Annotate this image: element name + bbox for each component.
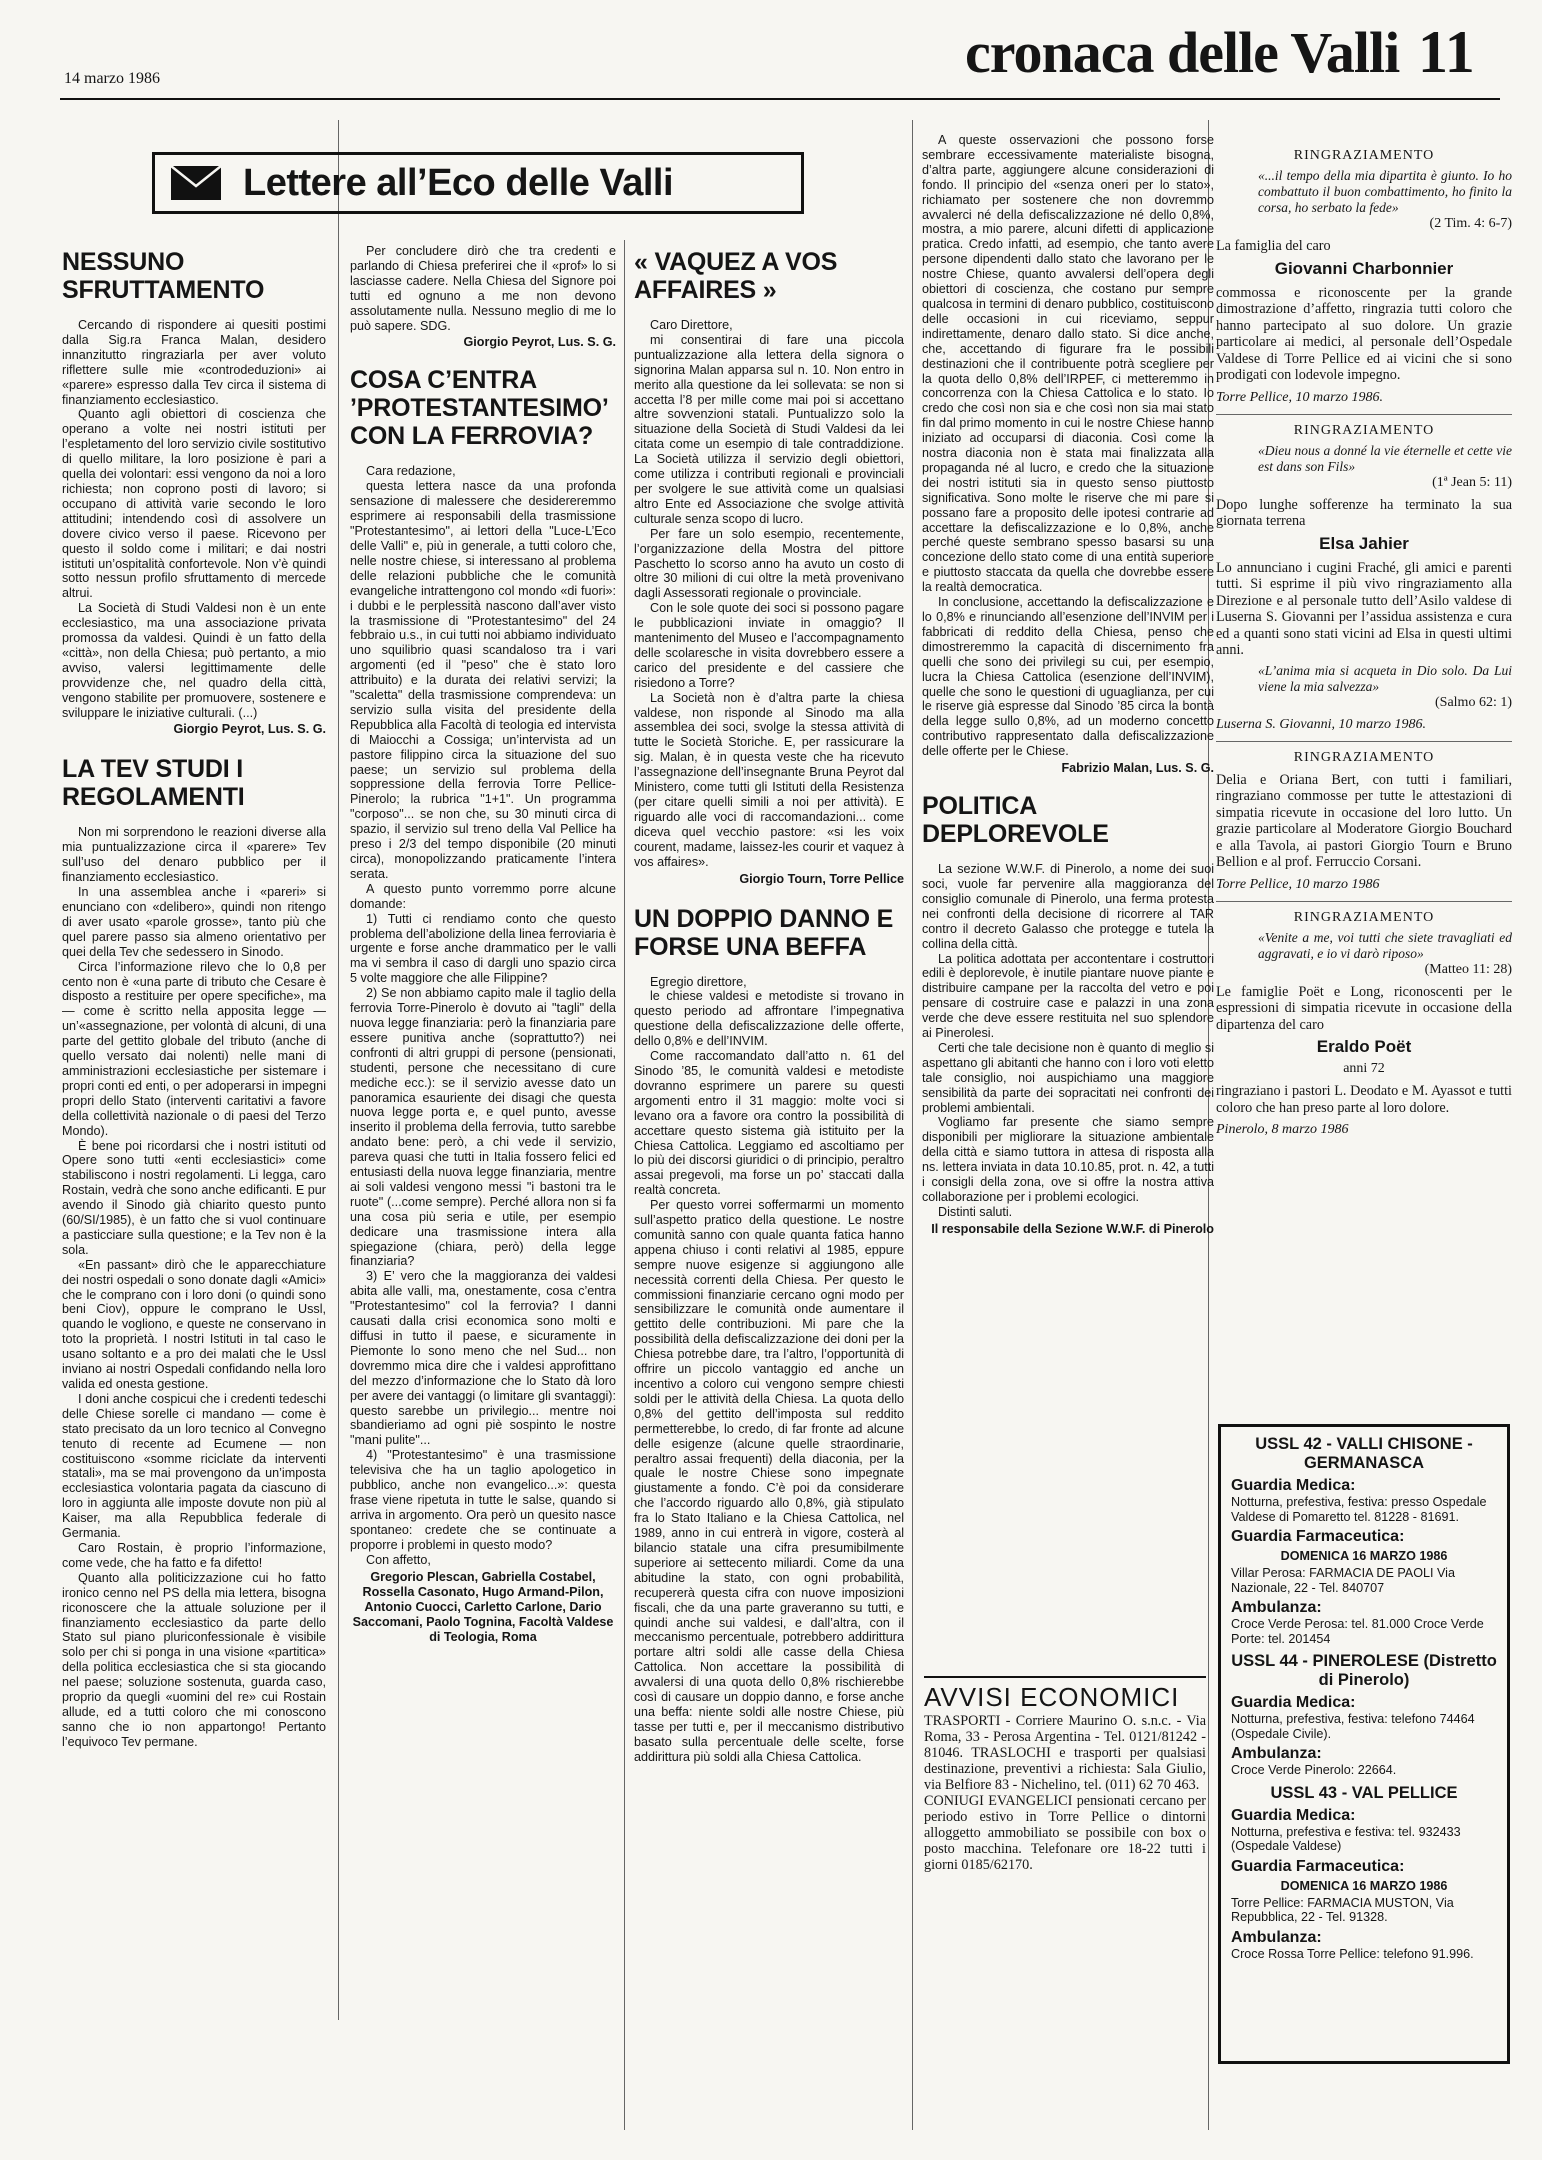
- article-paragraph: Certi che tale decisione non è quanto di meglio si aspettano gli abitanti che hanno con i loro voti eletto tale consiglio, noi auspichiamo una maggiore sensibilità da parte dei sopracitati nei confronti dei problemi ambientali.: [922, 1040, 1214, 1115]
- ambulanza-text: Croce Verde Pinerolo: 22664.: [1231, 1763, 1397, 1777]
- article-paragraph: In una assemblea anche i «pareri» si enunciano con «delibero», quindi non ritengo di aver usato «parole grosse», tanto più che quel parere passo sia almeno orientativo per quei della Tev che sedessero in Sinodo.: [62, 885, 326, 959]
- article-paragraph: Cercando di rispondere ai quesiti postimi dalla Sig.ra Franca Malan, desidero innanzitutto ringraziarla per aver voluto riflettere sulle mie «controdeduzioni» ai «parere» espresso dalla Tev circa il sistema di finanziamento ecclesiastico.: [62, 318, 326, 407]
- issue-date: 14 marzo 1986: [64, 70, 160, 87]
- obituary-verse: «L’anima mia si acqueta in Dio solo. Da Lui viene la mia salvezza»: [1258, 662, 1512, 694]
- obituary-age: anni 72: [1343, 1061, 1385, 1076]
- guardia-medica-label: Guardia Medica:: [1231, 1477, 1356, 1494]
- article-headline: NESSUNO SFRUTTAMENTO: [62, 248, 265, 304]
- article-tev-regolamenti: [62, 755, 326, 1749]
- ambulanza-text: Croce Rossa Torre Pellice: telefono 91.996.: [1231, 1946, 1474, 1961]
- masthead-rule: [60, 98, 1500, 100]
- article-paragraph: Quanto agli obiettori di coscienza che operano a volte nei nostri istituti per l’espletamento del loro servizio civile sostitutivo di quello militare, la loro posizione è pari a quella dei volontari: essi vengono da noi a loro richiesta; non coprono posti di lavoro; si occupano di attività varie secondo le loro attitudini; intendendo così di assolvere un dovere civico verso il paese. Ricevono per questo il soldo come i militari; e dai nostri istituti un’ospitalità confortevole. Non v’è quindi sotto nessun profilo sfruttamento di mercede altrui.: [62, 407, 326, 601]
- column-1: [62, 244, 326, 2124]
- article-paragraph: I doni anche cospicui che i credenti tedeschi delle Chiese sorelle ci mandano — come è stato precisato da un loro tecnico al Convegno tenuto di recente ad Ecumene — non costituiscono «somme riciclate da interventi statali», ma se mai provengono da un’imposta ecclesiastica volontaria pagata da ciascuno di loro in aggiunta alle imposte dovute non più al Kaiser, ma alla Repubblica federale di Germania.: [62, 1391, 326, 1541]
- ussl-43-title: USSL 43 - VAL PELLICE: [1270, 1783, 1458, 1802]
- article-paragraph: A queste osservazioni che possono forse sembrare eccessivamente materialiste bisogna, d’altra parte, aggiungere alcune considerazioni di fondo. Il principio del «senza oneri per lo stato», richiamato per sostenere che non dovremmo avvalerci né della defiscalizzazione né dello 0,8%, mostra, a mio parere, alcuni difetti di applicazione pratica. Credo infatti, ad esempio, che tanto avere persone dipendenti dallo stato che lavorano per le nostre Chiese, quanto avvalersi dell’opera degli obiettori di coscienza, che costano pur sempre qualcosa in termini di denaro pubblico, costituiscono delle occasioni in cui riceviamo, seppur indirettamente, denaro dallo stato. Si dice anche, che, accettando di figurare fra le possibili destinazioni che il contribuente potrà scegliere per la quota dello 0,8% dell’IRPEF, ci metteremmo in concorrenza con la Chiesa Cattolica e lo stato. Io credo che così non sia e che così non sia mai stato fin dal primo momento in cui le nostre Chiese hanno iniziato ad occuparsi di diaconia. Così come la nostra diaconia non è stata mai finalizzata alla propaganda né al lucro, e credo che la situazione dei nostri istituti sia in questo senso piuttosto significativa. Sono molte le riserve che mi pare si possano fare a proposito delle ipotesi contrarie ad accettare la defiscalizzazione e lo 0,8%, anche perché queste sembrano spesso basarsi su una concezione dello stato come di una entità superiore e piuttosto staccata da quella che dovrebbe essere la realtà democratica.: [922, 133, 1214, 595]
- article-paragraph: le chiese valdesi e metodiste si trovano in questo periodo ad affrontare l’impegnativa questione della defiscalizzazione delle offerte, dello 0,8% e dell’INVIM.: [634, 989, 904, 1049]
- article-paragraph: Caro Direttore,: [650, 318, 733, 332]
- article-signature: Gregorio Plescan, Gabriella Costabel, Rossella Casonato, Hugo Armand-Pilon, Antonio Cuocci, Carletto Carlone, Dario Saccomani, Paolo Tognina, Facoltà Valdese di Teologia, Roma: [352, 1569, 614, 1644]
- banner-title: Lettere all’Eco delle Valli: [243, 161, 674, 204]
- column-divider: [624, 240, 625, 2130]
- guardia-farmaceutica-label: Guardia Farmaceutica:: [1231, 1857, 1405, 1875]
- article-headline: UN DOPPIO DANNO E FORSE UNA BEFFA: [634, 904, 894, 961]
- article-doppio-danno: [634, 905, 904, 1765]
- article-paragraph: La Società non è d’altra parte la chiesa valdese, non risponde al Sinodo ma alla assemblea dei soci, svolge la stessa attività di tutte le Società Storiche. E, per rassicurare la sig. Malan, è in questa veste che ha ricevuto l’assegnazione dell’insegnante Bruna Peyrot dal Ministero, come tutti gli Istituti della Resistenza (per citare quelli simili a noi per attività). E riguardo alle voci di raccomandazioni... come diceva quel vecchio pastore: «si les voix courent, madame, laissez-les courir et vaquez à vos affaires».: [634, 690, 904, 869]
- guardia-farmaceutica-label: Guardia Farmaceutica:: [1231, 1528, 1405, 1545]
- article-paragraph: 3) E’ vero che la maggioranza dei valdesi abita alle valli, ma, onestamente, cosa c’entra "Protestantesimo" col la ferrovia? I danni causati dalla crisi economica sono molti e diffusi in tutto il paese, e sicuramente in Piemonte lo sono meno che nel Sud... non dovremmo mica dire che i valdesi approfittano del mezzo d’informazione che lo Stato dà loro per avere dei vantaggi (o limitare gli svantaggi): questo sarebbe un privilegio... mentre noi sbandieriamo ad ogni piè sospinto le nostre "mani pulite"...: [350, 1269, 616, 1448]
- obituary-heading: RINGRAZIAMENTO: [1293, 749, 1435, 765]
- article-paragraph: La politica adottata per accontentare i costruttori edili è deplorevole, è inutile piantare nuove piante e distribuire campane per la raccolta del vetro e poi pensare di costruire case e palazzi in una zona verde che deve essere restituita nel suo splendore ai Pinerolesi.: [922, 951, 1214, 1041]
- article-headline: COSA C’ENTRA ’PROTESTANTESIMO’ CON LA FERROVIA?: [350, 366, 608, 451]
- article-signature: Giorgio Peyrot, Lus. S. G.: [463, 335, 616, 350]
- health-services-box: [1218, 1424, 1510, 2064]
- article-paragraph: 2) Se non abbiamo capito male il taglio della ferrovia Torre-Pinerolo è dovuto ai "tagli" della nuova legge finanziaria: però la finanziaria pare essere punitiva anche (soprattutto?) nei confronti di altri gruppi di persone (pensionati, studenti, persone che necessitano di cure mediche ecc.): se il servizio avesse dato un panoramica esauriente dei disagi che questa nuova legge porta e, e quel punto, avesse inserito il problema della ferrovia, tutto sarebbe andato bene: però, a chi vede il servizio, pareva quasi che tutti in Italia fossero felici ed entusiasti della nuova legge finanziaria, mentre ai soli valdesi vengono messi "i bastoni tra le ruote" (...come sempre). Perché allora non si fa una cosa più seria e utile, per esempio dedicare una trasmissione intera alla spiegazione (chiara, però) della legge finanziaria?: [350, 986, 616, 1269]
- article-signature: Giorgio Tourn, Torre Pellice: [739, 871, 904, 886]
- classified-ad: TRASPORTI - Corriere Maurino O. s.n.c. - Via Roma, 33 - Perosa Argentina - Tel. 0121/81242 - 81046. TRASLOCHI e trasporti per qualsiasi destinazione, preventivi a richiesta: Sala Giulio, via Belfiore 83 - Nichelino, tel. (011) 62 70 463.: [924, 1713, 1206, 1793]
- article-paragraph: Distinti saluti.: [938, 1204, 1013, 1219]
- obituary-poet: [1216, 906, 1512, 1147]
- article-paragraph: mi consentirai di fare una piccola puntualizzazione alla lettera della signora o signorina Malan apparsa sul n. 10. Non entro in merito alla questione da lei sollevata: se non si accetta l’8 per mille come mai poi si accettano altre sovvenzioni statali. Puntualizzo solo la situazione della Società di Studi Valdesi da lei citata come un esempio di tale contraddizione. La Società utilizza il servizio degli obiettori, come utilizza i contributi regionali e provinciali per svolgere le sue attività come un qualsiasi altro Ente ed Associazione che svolge attività culturale senza scopo di lucro.: [634, 332, 904, 526]
- article-headline: LA TEV STUDI I REGOLAMENTI: [62, 755, 245, 812]
- obituary-place-date: Torre Pellice, 10 marzo 1986: [1216, 876, 1380, 892]
- pharmacy-text: Villar Perosa: FARMACIA DE PAOLI Via Nazionale, 22 - Tel. 840707: [1231, 1566, 1455, 1595]
- obituary-charbonnier: [1216, 144, 1512, 415]
- ambulanza-label: Ambulanza:: [1231, 1745, 1322, 1762]
- ambulanza-label: Ambulanza:: [1231, 1928, 1322, 1946]
- article-paragraph: Egregio direttore,: [650, 974, 747, 989]
- obituary-heading: RINGRAZIAMENTO: [1293, 422, 1435, 438]
- article-paragraph: Per fare un solo esempio, recentemente, l’organizzazione della Mostra del pittore Paschetto lo scorso anno ha avuto un costo di oltre 30 milioni di cui oltre la metà provenivano dagli Assessorati regionale o provinciale.: [634, 526, 904, 601]
- obituary-verse: «Venite a me, voi tutti che siete travagliati ed aggravati, e io vi darò riposo»: [1258, 929, 1512, 961]
- obituary-lead: La famiglia del caro: [1216, 238, 1331, 254]
- article-paragraph: Con le sole quote dei soci si possono pagare le pubblicazioni inviate in omaggio? Il mantenimento del Museo e l’accompagnamento delle scolaresche in visita dovrebbero essere a carico del presidente e del cassiere che risiedono a Torre?: [634, 601, 904, 690]
- article-paragraph: Non mi sorprendono le reazioni diverse alla mia puntualizzazione circa il «parere» Tev sull’uso del denaro pubblico per il finanziamento ecclesiastico.: [62, 825, 326, 885]
- column-divider: [338, 120, 339, 2020]
- obituary-bert: [1216, 746, 1512, 902]
- article-paragraph: Quanto alla politicizzazione cui ho fatto ironico cenno nel PS della mia lettera, bisogna riconoscere che la attuale soluzione per il finanziamento ecclesiastico da parte dello Stato sul piano pluriconfessionale è visibile solo per chi si ponga in una visione «partitica» della politica ecclesiastica che si sta giocando nel paese; soluzione sostenuta, guarda caso, proprio da quegli «uomini del re» cui Rostain allude, ed a tutti coloro che mi conoscono sanno che io non appartongo! Pertanto l’equivoco Tev permane.: [62, 1570, 326, 1749]
- obituary-verse-ref: (Salmo 62: 1): [1435, 694, 1512, 710]
- obituary-verse: «...il tempo della mia dipartita è giunto. Io ho combattuto il buon combattimento, ho finito la corsa, ho serbato la fede»: [1258, 168, 1512, 215]
- guardia-medica-text: Notturna, prefestiva, festiva: presso Ospedale Valdese di Pomaretto tel. 81228 - 81691.: [1231, 1495, 1487, 1524]
- article-nessuno-sfruttamento: [62, 248, 326, 737]
- article-paragraph: Vogliamo far presente che siamo sempre disponibili per migliorare la situazione ambientale della città e siamo tuttora in attesa di risposta alla ns. lettera inviata in data 10.10.85, prot. n. 42, a tutti i consigli della zona, ove si offre la nostra attiva collaborazione per i problemi ecologici.: [922, 1115, 1214, 1204]
- article-paragraph: Circa l’informazione rilevo che lo 0,8 per cento non è «una parte di tributo che Cesare è disposto a restituire per opere specifiche», ma — come è scritto nella apposita legge — un’«assegnazione, per volontà di alcuni, di una parte del gettito globale del tributo (anche di quello versato dai nolenti) nelle mani di amministrazioni ecclesiastiche per sistemare i propri conti ed enti, o per adoperarsi in impegni propri dello Stato (interventi caritativi a favore della collettività nazionale o di paesi del Terzo Mondo).: [62, 959, 326, 1138]
- obituary-place-date: Torre Pellice, 10 marzo 1986.: [1216, 389, 1383, 405]
- obituary-lead: Dopo lunghe sofferenze ha terminato la sua giornata terrena: [1216, 496, 1512, 529]
- article-paragraph: 4) "Protestantesimo" è una trasmissione televisiva che ha un taglio apologetico in pubblico, anche non evangelico...»: questa frase viene ripetuta in tutte le salse, quando si arriva in argomento. Ora però un quesito nasce spontaneo: credete che se continuate a proporre i problemi in questo modo?: [350, 1448, 616, 1552]
- obituary-verse: «Dieu nous a donné la vie éternelle et cette vie est dans son Fils»: [1258, 442, 1512, 474]
- column-2: [350, 244, 616, 2134]
- ambulanza-text: Croce Verde Perosa: tel. 81.000 Croce Verde Porte: tel. 201454: [1231, 1617, 1484, 1646]
- article-vaquez: [634, 248, 904, 887]
- column-3: [634, 244, 904, 2124]
- page-number: 11: [1418, 19, 1475, 85]
- article-paragraph: A questo punto vorremmo porre alcune domande:: [350, 881, 616, 911]
- obituary-text: Delia e Oriana Bert, con tutti i familiari, ringraziano commosse per tutte le attestazioni di simpatia ricevute in occasione del loro lutto. Un grazie particolare al Moderatore Giorgio Bouchard e alla Tavola, ai pastori Giorgio Tourn e Bruno Bellion e al prof. Ferruccio Corsani.: [1216, 771, 1512, 870]
- article-paragraph: Caro Rostain, è proprio l’informazione, come vede, che ha fatto e fa difetto!: [62, 1540, 326, 1570]
- obituary-heading: RINGRAZIAMENTO: [1293, 909, 1435, 925]
- column-5-obituaries: [1216, 144, 1512, 1264]
- classified-ads: [924, 1676, 1206, 1873]
- obituary-name: Eraldo Poët: [1316, 1037, 1412, 1056]
- obituary-place-date: Luserna S. Giovanni, 10 marzo 1986.: [1216, 716, 1427, 732]
- article-signature: Fabrizio Malan, Lus. S. G.: [1061, 761, 1214, 776]
- article-paragraph: Per questo vorrei soffermarmi un momento sull’aspetto pratico della questione. Le nostre comunità sanno con quale quanta fatica hanno appena chiuso i conti relativi al 1985, eppure sempre nuove esigenze si aggiungono alle necessità correnti della Chiesa. Per questo le commissioni finanziarie cercano ogni modo per sensibilizzare le comunità onde aumentare il gettito delle contribuzioni. Mi pare che la possibilità della defiscalizzazione dei doni per la Chiesa potrebbe dare, tra l’altro, l’opportunità di offrire un piccolo vantaggio ed anche un incentivo a coloro cui vengono sempre chiesti soldi per le attività della Chiesa. La quota dello 0,8% del gettito dell’imposta sul reddito permetterebbe, lo credo, di far fronte ad alcune delle esigenze (alcune quelle straordinarie, peraltro assai frequenti) della diaconia, per la quale le nostre Chiese sono impegnate giustamente a fondo. C’è poi da considerare che l’accordo riguardo allo 0,8%, già stipulato fra lo Stato Italiano e la Chiesa Cattolica, nel 1989, anno in cui entrerà in vigore, costerà al bilancio statale una cifra presumibilmente superiore ai settecento miliardi. Come da una abitudine la stato, con ogni probabilità, recupererà questa cifra con nuove imposizioni fiscali, che da una parte graveranno su tutti, e quindi anche sui valdesi, e dall’altra, con il meccanismo percentuale, potrebbero addirittura portare altri soldi alle casse della Chiesa Cattolica. Non accettare la possibilità di avvalersi di una quota dello 0,8% rischierebbe così di causare un doppio danno, e forse anche una beffa: niente soldi alle nostre Chiese, più tasse per tutti e, per il meccanismo distributivo basato sulla percentuale delle scelte, forse addirittura più soldi alla Chiesa Cattolica.: [634, 1198, 904, 1764]
- article-headline: « VAQUEZ A VOS AFFAIRES »: [634, 248, 838, 304]
- article-paragraph: La sezione W.W.F. di Pinerolo, a nome dei suoi soci, vuole far pervenire alla maggioranza del consiglio comunale di Pinerolo, una ferma protesta nei confronti della decisione di ricorrere al TAR contro il decreto Galasso che protegge e tutela la collina della città.: [922, 862, 1214, 951]
- guardia-medica-text: Notturna, prefestiva e festiva: tel. 932433 (Ospedale Valdese): [1231, 1824, 1461, 1853]
- article-headline: POLITICA DEPLOREVOLE: [922, 792, 1109, 849]
- section-title: cronaca delle Valli: [965, 20, 1400, 85]
- obituary-name: Giovanni Charbonnier: [1274, 258, 1454, 278]
- column-divider: [912, 120, 913, 2130]
- article-paragraph: Con affetto,: [366, 1552, 431, 1567]
- obituary-text: ringraziano i pastori L. Deodato e M. Ayassot e tutti coloro che han preso parte al loro dolore.: [1216, 1083, 1512, 1116]
- classified-ads-title: AVVISI ECONOMICI: [924, 1676, 1206, 1713]
- ambulanza-label: Ambulanza:: [1231, 1599, 1322, 1616]
- article-paragraph: questa lettera nasce da una profonda sensazione di malessere che desidereremmo esprimere ai responsabili della trasmissione "Protestantesimo", ai lettori della "Luce-L’Eco delle Valli" e, più in generale, a tutti coloro che, nelle nostre chiese, si interessano al problema delle relazioni pubbliche che le comunità evangeliche intrattengono col mondo «di fuori»: i dubbi e le perplessità nascono dall’aver visto la trasmissione di "Protestantesimo" del 24 febbraio u.s., in cui tutti noi abbiamo individuato uno squilibrio quasi scandaloso tra i vari argomenti (ed il "peso" che è stato loro attribuito) e la durata dei relativi servizi; la "scaletta" della trasmissione comprendeva: un servizio sulla visita del presidente della Repubblica alla Facoltà di teologia ed intervista di Maiocchi a Cossiga; un’intervista ad un pastore filippino circa la situazione del suo paese; un servizio sul problema della soppressione della ferrovia Torre Pellice-Pinerolo; la rubrica "1+1". Un programma "corposo"... se non che, su 30 minuti circa di spazio, il servizio sul treno della Val Pellice ha preso i 2/3 del tempo disponibile (20 minuti circa), monopolizzando praticamente l’intera serata.: [350, 479, 616, 881]
- letters-banner: [152, 152, 804, 214]
- pharmacy-date: DOMENICA 16 MARZO 1986: [1280, 1549, 1448, 1563]
- obituary-lead: Le famiglie Poët e Long, riconoscenti per le espressioni di simpatia ricevute in occasione della dipartenza del caro: [1216, 983, 1512, 1033]
- article-ferrovia: [350, 366, 616, 1644]
- article-paragraph: «En passant» dirò che le apparecchiature dei nostri ospedali o sono donate dagli «Amici» che le comprano con i loro doni (o quindi sono beni Ciov), oppure le comprano le Ussl, quando le vogliono, e queste ne conservano in toto la proprietà. I nostri Istituti in tal caso le usano soltanto e a pro dei malati che le Ussl inviano ai nostri Ospedali confidando nella loro valida ed onesta gestione.: [62, 1257, 326, 1391]
- obituary-heading: RINGRAZIAMENTO: [1293, 148, 1435, 163]
- guardia-medica-label: Guardia Medica:: [1231, 1806, 1356, 1824]
- ussl-44-title: USSL 44 - PINEROLESE (Distretto di Pinerolo): [1231, 1652, 1497, 1689]
- envelope-icon: [171, 166, 221, 200]
- article-paragraph: In conclusione, accettando la defiscalizzazione e lo 0,8% e rinunciando all’esenzione dell’INVIM per i fabbricati di reddito della Chiesa, penso che dimostreremmo la capacità di discernimento fra quelli che sono dei privilegi su cui, per esempio, lucra la Chiesa Cattolica (esenzione dell’INVIM), quelle che sono le questioni di uguaglianza, per cui le riserve già espresse dal Sinodo ’85 circa la bontà della legge sullo 0,8%, ad un moderno concetto contributivo rappresentato dalla defiscalizzazione delle offerte per le Chiese.: [922, 595, 1214, 759]
- article-paragraph: La Società di Studi Valdesi non è un ente ecclesiastico, ma una associazione privata promossa da valdesi. Quindi è un fatto della «città», non della Chiesa; può pertanto, a mio avviso, valersi legittimamente delle provvidenze che, nel quadro della città, vengono stabilite per promuovere, sostenere e sviluppare le iniziative culturali. (...): [62, 601, 326, 720]
- article-paragraph: 1) Tutti ci rendiamo conto che questo problema dell’abolizione della linea ferroviaria è urgente e forse anche drammatico per le valli ma vi sembra il caso di dargli uno spazio circa 5 volte maggiore che alle Filippine?: [350, 911, 616, 986]
- obituary-verse-ref: (Matteo 11: 28): [1424, 961, 1512, 977]
- obituary-verse-ref: (1ª Jean 5: 11): [1432, 474, 1512, 490]
- obituary-jahier: [1216, 419, 1512, 742]
- pharmacy-date: DOMENICA 16 MARZO 1986: [1280, 1878, 1448, 1893]
- obituary-place-date: Pinerolo, 8 marzo 1986: [1216, 1122, 1349, 1137]
- article-politica-deplorevole: [922, 792, 1214, 1237]
- article-paragraph: È bene poi ricordarsi che i nostri istituti od Opere sono tutti «enti ecclesiastici» come stabiliscono i nostri regolamenti. Li legga, caro Rostain, vedrà che sono anche edificanti. E pur avendo il Sinodo già chiarito questo punto (60/SI/1985), è un fatto che si vuol continuare a pasticciare sulla questione; e la Tev non è la sola.: [62, 1138, 326, 1257]
- guardia-medica-text: Notturna, prefestiva, festiva: telefono 74464 (Ospedale Civile).: [1231, 1712, 1475, 1741]
- obituary-text: commossa e riconoscente per la grande dimostrazione d’affetto, ringrazia tutti coloro che hanno partecipato al suo dolore. Un grazie particolare ai medici, al personale dell’Ospedale Valdese di Torre Pellice ed ai vicini che si sono prodigati con lodevole impegno.: [1216, 284, 1512, 383]
- obituary-verse-ref: (2 Tim. 4: 6-7): [1429, 216, 1512, 231]
- article-signature: Il responsabile della Sezione W.W.F. di Pinerolo: [931, 1221, 1214, 1236]
- guardia-medica-label: Guardia Medica:: [1231, 1694, 1356, 1711]
- obituary-text: Lo annunciano i cugini Fraché, gli amici e parenti tutti. Si esprime il più vivo ringraziamento alla Direzione e al personale tutto dell’Asilo valdese di Luserna S. Giovanni per l’assidua assistenza e cura ed a quanti sono stati vicini ad Elsa in questi ultimi anni.: [1216, 559, 1512, 658]
- obituary-name: Elsa Jahier: [1319, 533, 1409, 553]
- ussl-42-title: USSL 42 - VALLI CHISONE - GERMANASCA: [1255, 1435, 1473, 1472]
- article-paragraph: Come raccomandato dall’atto n. 61 del Sinodo ’85, le comunità valdesi e metodiste dovranno esprimere un parere su questi argomenti entro il 31 maggio: molte voci si levano ora a favore ora contro la possibilità di accettare questo sistema già istituito per la Chiesa Cattolica. Leggiamo ed ascoltiamo per lo più dei discorsi giuridici o di principio, peraltro assai pregevoli, ma forse un po’ staccati dalla realtà concreta.: [634, 1049, 904, 1198]
- article-paragraph: Cara redazione,: [366, 464, 456, 479]
- classified-ad: CONIUGI EVANGELICI pensionati cercano per periodo estivo in Torre Pellice o dintorni alloggetto ammobiliato se possibile con box o posto macchina. Telefonare ore 18-22 tutti i giorni 0185/62170.: [924, 1793, 1206, 1873]
- article-signature: Giorgio Peyrot, Lus. S. G.: [173, 722, 326, 737]
- article-paragraph: Per concludere dirò che tra credenti e parlando di Chiesa preferirei che il «prof» lo si lasciasse cadere. Nella Chiesa del Signore poi tutti ed ognuno a me non devono assolutamente nulla. Nessuno meglio di me lo può sapere. SDG.: [350, 244, 616, 333]
- pharmacy-text: Torre Pellice: FARMACIA MUSTON, Via Repubblica, 22 - Tel. 91328.: [1231, 1895, 1454, 1924]
